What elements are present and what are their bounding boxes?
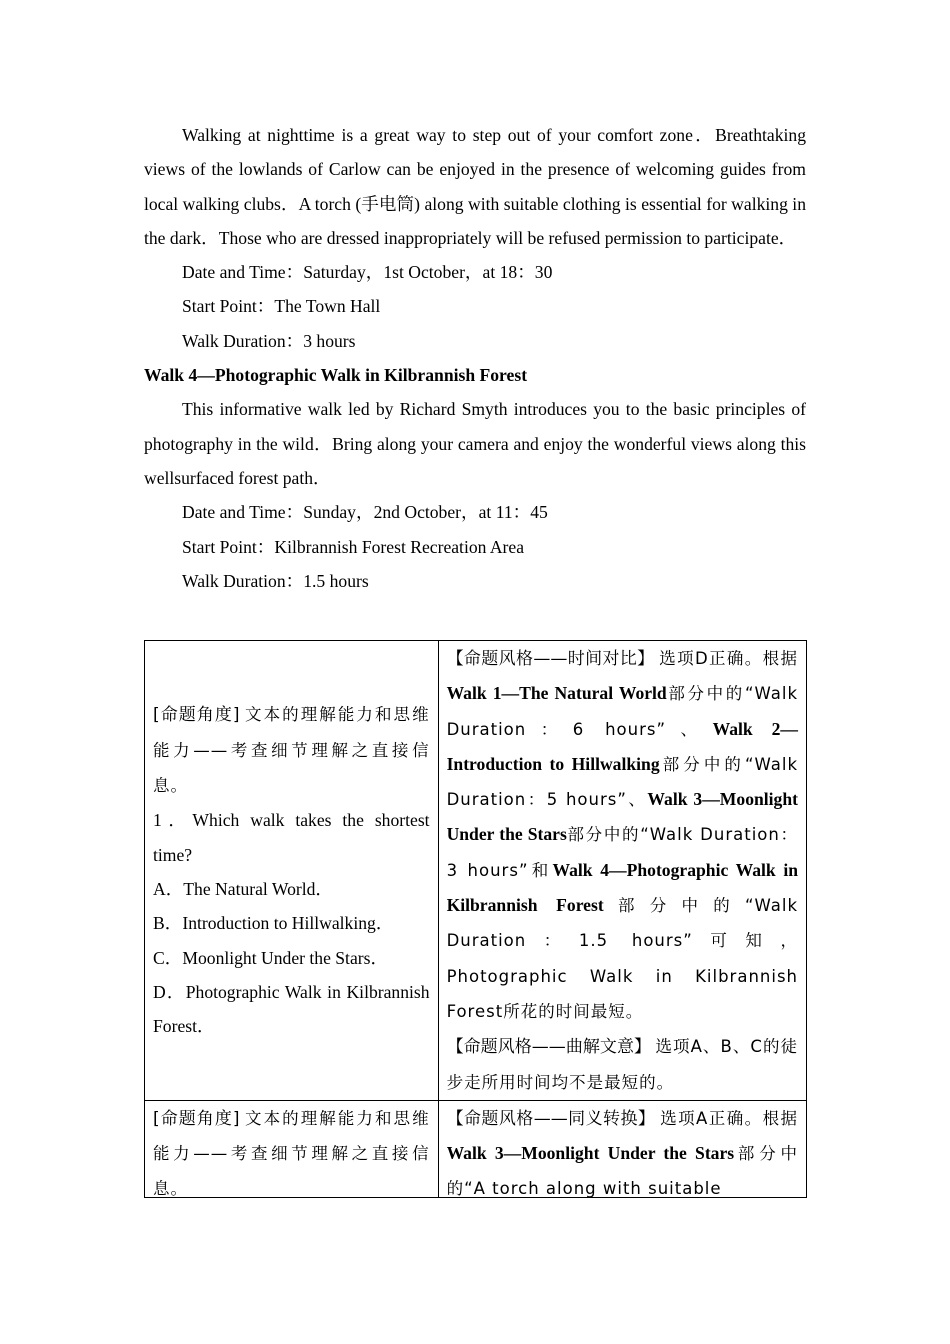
q1-style2 (447, 1029, 798, 1100)
q1-seg-a: 部分中的“Walk Duration：6 hours”、 (446, 684, 799, 739)
walk4-paragraph: This informative walk led by Richard Smyth introduces you to the basic principles of photography in the wild．Bring along your camera and enjoy the wonderful views along this wellsurfaced forest path． (144, 399, 806, 488)
q1-style1-lead: 选项D正确。根据 (659, 649, 798, 668)
analysis-table (144, 640, 807, 1198)
q1-angle-label: [命题角度] (153, 705, 240, 726)
q1-walk3-title: Walk 3—Moonlight Under the Stars (446, 789, 798, 845)
q1-question: 1．Which walk takes the shortest time? (153, 810, 430, 865)
q1-style1 (447, 641, 798, 1029)
q2-style (447, 1101, 798, 1197)
q1-seg-c: 部分中的“Walk Duration：3 hours”和 (446, 825, 798, 880)
q1-question-cell (145, 641, 439, 1101)
table-row-q1 (145, 641, 807, 1101)
table-row-q2 (145, 1100, 807, 1197)
q2-lead: 选项A正确。根据 (660, 1108, 798, 1128)
q1-walk4-title: Walk 4—Photographic Walk in Kilbrannish Forest (446, 859, 798, 916)
q2-angle-label: [命题角度] (153, 1108, 240, 1129)
q1-style2-text: 选项A、B、C的徒步走所用时间均不是最短的。 (446, 1037, 798, 1092)
q2-style-label: 【命题风格——同义转换】 (446, 1108, 656, 1129)
walk4-duration: Walk Duration：1.5 hours (182, 570, 369, 591)
q2-walk3-title: Walk 3—Moonlight Under the Stars (446, 1143, 735, 1164)
walk3-start-point: Start Point：The Town Hall (182, 296, 381, 317)
q2-angle (153, 1101, 430, 1197)
walk4-heading: Walk 4—Photographic Walk in Kilbrannish Forest (144, 365, 528, 386)
q1-option-b: B．Introduction to Hillwalking． (153, 913, 394, 934)
q1-option-a: A．The Natural World． (153, 878, 334, 899)
q2-analysis-cell (438, 1100, 806, 1197)
q2-tail: 部分中的“A torch along with suitable (446, 1144, 798, 1197)
walk3-date-time: Date and Time：Saturday，1st October，at 18：30 (182, 262, 553, 283)
passage (144, 118, 806, 598)
q1-analysis-cell (438, 641, 806, 1101)
q1-option-c: C．Moonlight Under the Stars． (153, 947, 389, 968)
q1-walk1-title: Walk 1—The Natural World (446, 683, 667, 704)
walk4-start-point: Start Point：Kilbrannish Forest Recreation Area (182, 536, 525, 557)
walk3-duration: Walk Duration：3 hours (182, 330, 356, 351)
q1-seg-d: 部分中的“Walk Duration：1.5 hours”可知，Photographic Walk in Kilbrannish Forest所花的时间最短。 (446, 896, 798, 1021)
q2-question-cell (145, 1100, 439, 1197)
q1-option-d: D．Photographic Walk in Kilbrannish Forest． (153, 981, 430, 1037)
q1-style2-label: 【命题风格——曲解文意】 (446, 1037, 652, 1058)
q1-style1-label: 【命题风格——时间对比】 (446, 649, 655, 669)
q1-seg-b: 部分中的“Walk Duration：5 hours”、 (446, 754, 798, 810)
walk4-date-time: Date and Time：Sunday，2nd October，at 11：45 (182, 502, 548, 523)
q1-walk2-title: Walk 2—Introduction to Hillwalking (446, 718, 798, 774)
walk3-paragraph: Walking at nighttime is a great way to step out of your comfort zone．Breathtaking views of the lowlands of Carlow can be enjoyed in the presence of welcoming guides from local walking clubs．A torch (手电筒) along with suitable clothing is essential for walking in the dark．Those who are dressed inappropriately will be refused permission to participate． (144, 125, 806, 248)
q1-angle-text: 文本的理解能力和思维能力——考查细节理解之直接信息。 (153, 705, 430, 796)
q1-angle (153, 697, 430, 803)
q2-angle-text: 文本的理解能力和思维能力——考查细节理解之直接信息。 (153, 1108, 430, 1197)
